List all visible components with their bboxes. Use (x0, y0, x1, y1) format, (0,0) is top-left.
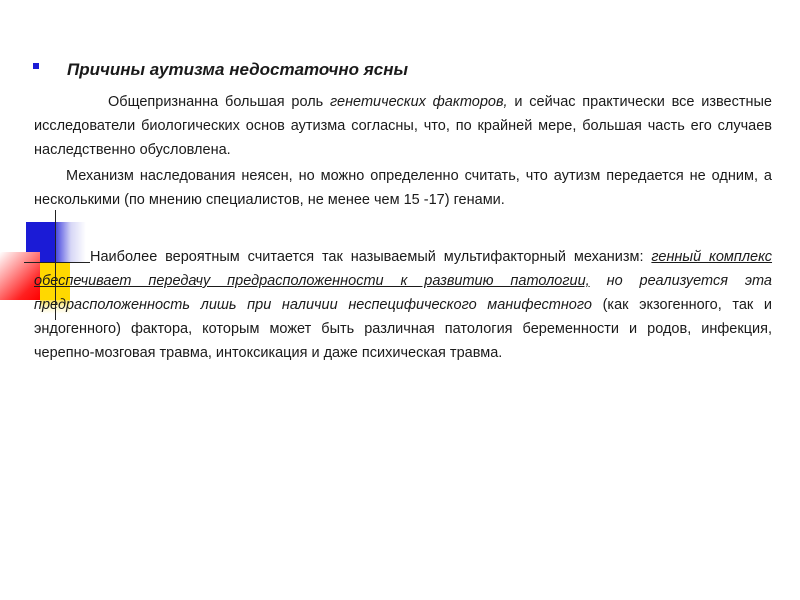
paragraph-genetic-factors (34, 90, 772, 162)
paragraph-inheritance-mechanism (34, 164, 772, 212)
slide-title: Причины аутизма недостаточно ясны (67, 60, 409, 79)
p1-tail: и сейчас практически все известные исследователи биологических основ аутизма согласны, что, по крайней мере, большая часть его случаев наследственно обусловлена. (34, 94, 772, 158)
p2-text: Механизм наследования неясен, но можно определенно считать, что аутизм передается не одним, а несколькими (по мнению специалистов, не менее чем 15 -17) генами. (34, 168, 772, 208)
p1-emphasis: генетических факторов, (330, 94, 508, 110)
p3-lead: Наиболее вероятным считается так называемый мультифакторный механизм: (90, 249, 652, 265)
paragraph-multifactor-mechanism (34, 245, 772, 365)
p3-emphasis-underlined: генный комплекс обеспечивает передачу предрасположенности к развитию патологии, (34, 249, 773, 289)
bullet-square-icon (33, 63, 39, 69)
p3-emphasis: но реализуется эта предрасположенность лишь при наличии неспецифического манифестного (34, 273, 772, 313)
p1-lead: Общепризнанна большая роль (108, 94, 331, 110)
p3-tail: (как экзогенного, так и эндогенного) фактора, которым может быть различная патология беременности и родов, инфекция, черепно-мозговая травма, интоксикация и даже психическая травма. (34, 297, 772, 361)
